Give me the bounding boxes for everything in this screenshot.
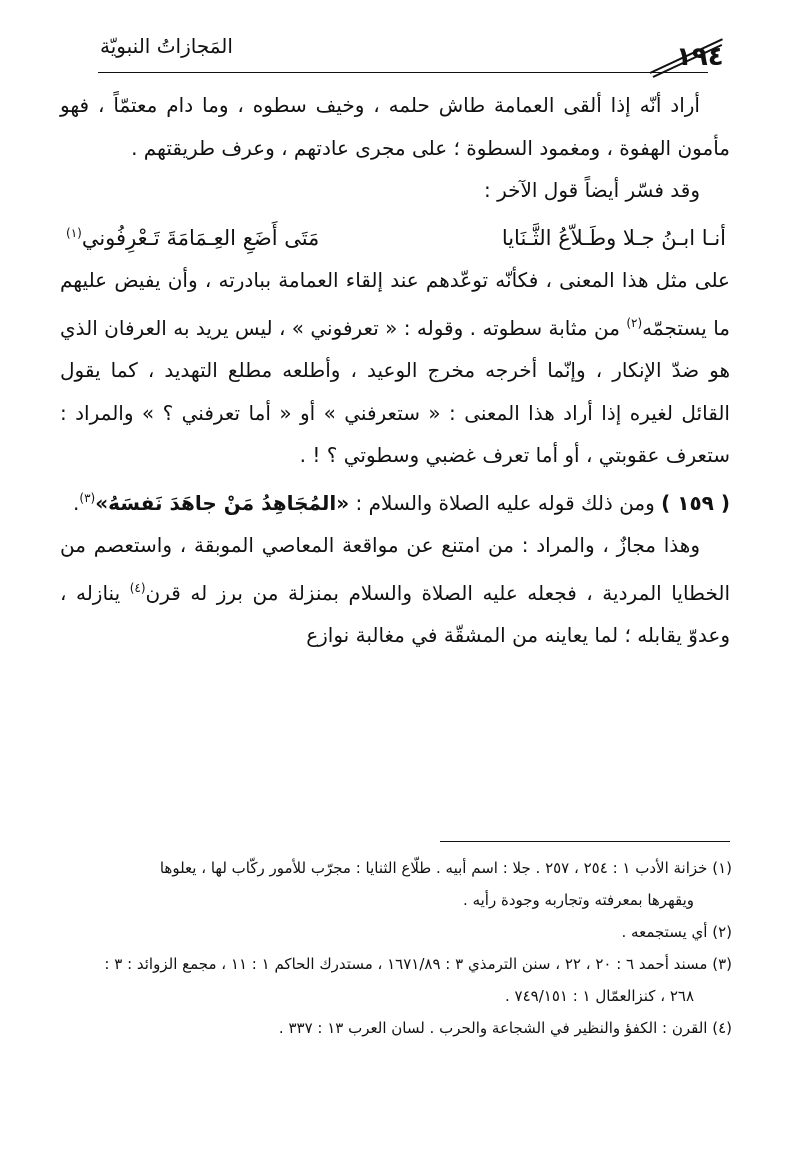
footnote-1-continued: ويقهرها بمعرفته وتجاربه وجودة رأيه . xyxy=(463,891,694,909)
main-text xyxy=(60,84,730,657)
poetry-verse xyxy=(60,212,730,260)
running-header xyxy=(60,20,740,80)
footnote-3-continued: ٢٦٨ ، كنزالعمّال ١ : ٧٤٩/١٥١ . xyxy=(505,987,694,1005)
paragraph xyxy=(60,524,730,657)
paragraph: أراد أنّه إذا ألقى العمامة طاش حلمه ، وخيف سطوه ، وما دام معتمّاً ، فهو مأمون الهفوة ، ومغمود السطوة ؛ على مجرى عادتهم ، وعرف طريقتهم . xyxy=(60,93,730,160)
verse-second-hemistich xyxy=(66,212,319,260)
footnote-ref: (٤) xyxy=(129,580,146,595)
paragraph-text: ينازله ، وعدوّ يقابله ؛ لما يعاينه من المشقّة في مغالبة نوازع xyxy=(60,580,730,647)
header-rule xyxy=(98,72,708,73)
verse-second-text: مَتَى أَضَعِ العِـمَامَةَ تَـعْرِفُوني xyxy=(81,225,320,250)
footnote-ref: (٢) xyxy=(626,315,643,330)
footnote-ref: (٣) xyxy=(79,490,96,505)
footnotes xyxy=(60,852,732,1044)
paragraph-text: ومن ذلك قوله عليه الصلاة والسلام : xyxy=(349,490,662,515)
hadith-quote: «المُجَاهِدُ مَنْ جاهَدَ نَفسَهُ» xyxy=(95,490,350,515)
footnote-1: (١) خزانة الأدب ١ : ٢٥٤ ، ٢٥٧ . جلا : اسم أبيه . طلّاع الثنايا : مجرّب للأمور ركّاب لها ، يعلوها xyxy=(159,859,732,877)
footnote-separator xyxy=(440,841,730,842)
book-title: المَجازاتُ النبويّة xyxy=(100,34,233,58)
paragraph: وقد فسّر أيضاً قول الآخر : xyxy=(483,178,700,202)
paragraph-text: وهذا مجازٌ ، والمراد : من امتنع عن مواقعة المعاصي الموبقة ، واستعصم من الخطايا المردية ، فجعله عليه الصلاة والسلام بمنزلة من برز له قرن xyxy=(60,533,730,605)
footnote-4: (٤) القرن : الكفؤ والنظير في الشجاعة والحرب . لسان العرب ١٣ : ٣٣٧ . xyxy=(278,1019,732,1037)
paragraph-text: على مثل هذا المعنى ، فكأنّه توعّدهم عند إلقاء العمامة ببادرته ، وأن يفيض عليهم ما يستجمّه xyxy=(60,268,730,340)
footnote-ref: (١) xyxy=(66,225,82,240)
numbered-paragraph xyxy=(60,477,730,525)
footnote-3: (٣) مسند أحمد ٦ : ٢٠ ، ٢٢ ، سنن الترمذي ٣ : ١٦٧١/٨٩ ، مستدرك الحاكم ١ : ١١ ، مجمع الزوائد : ٣ : xyxy=(104,955,732,973)
paragraph-text: من مثابة سطوته . وقوله : « تعرفوني » ، ليس يريد به العرفان الذي هو ضدّ الإنكار ، وإنّما أخرجه مخرج الوعيد ، وأطلعه مطلع التهديد ، كما يقول القائل لغيره إذا أراد هذا المعنى : « ستعرفني » أو « أما تعرفني ؟ » والمراد : ستعرف عقوبتي ، أو أما تعرف غضبي وسطوتي ؟ ! . xyxy=(60,315,730,467)
paragraph xyxy=(60,259,730,477)
page-number: ١٩٤ xyxy=(676,42,724,72)
verse-first-hemistich: أنـا ابـنُ جـلا وطَـلاّعُ الثَّـنَايا xyxy=(501,225,726,250)
paragraph-text: . xyxy=(73,490,80,515)
entry-number: ( ١٥٩ ) xyxy=(661,490,730,515)
footnote-2: (٢) أي يستجمعه . xyxy=(621,923,732,941)
